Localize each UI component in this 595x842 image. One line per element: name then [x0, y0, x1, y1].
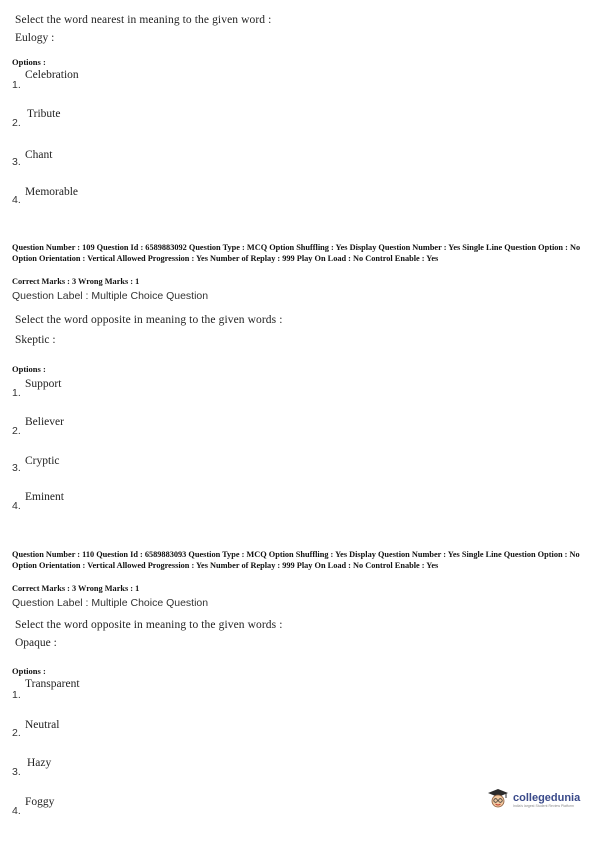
option-text: Neutral — [25, 719, 60, 731]
option-number: 4. — [12, 194, 21, 206]
question-metadata: Question Number : 109 Question Id : 6589883092 Question Type : MCQ Option Shuffling : Yes Display Question Number : Yes Single Line Question Option : No Option Orientation : Vertical Allowed Progression : Yes Number of Replay : 999 Play On Load : No Control Enable : Yes — [12, 243, 581, 263]
option-number: 3. — [12, 766, 21, 778]
question-word: Eulogy : — [15, 32, 55, 44]
option-text: Eminent — [25, 491, 64, 503]
option-text: Cryptic — [25, 455, 60, 467]
option-text: Support — [25, 378, 62, 390]
question-prompt: Select the word opposite in meaning to the given words : — [15, 619, 283, 631]
option-number: 3. — [12, 156, 21, 168]
option-text: Foggy — [25, 796, 55, 808]
option-text: Memorable — [25, 186, 79, 198]
options-heading: Options : — [12, 364, 46, 374]
question-label: Question Label : Multiple Choice Question — [12, 597, 209, 609]
option-text: Transparent — [25, 678, 80, 690]
option-number: 4. — [12, 805, 21, 817]
option-number: 1. — [12, 689, 21, 701]
brand-name: collegedunia — [513, 792, 581, 804]
option-text: Hazy — [27, 757, 52, 769]
question-prompt: Select the word nearest in meaning to the given word : — [15, 14, 272, 26]
option-number: 2. — [12, 727, 21, 739]
question-prompt: Select the word opposite in meaning to the given words : — [15, 314, 283, 326]
options-heading: Options : — [12, 666, 46, 676]
question-label: Question Label : Multiple Choice Question — [12, 290, 209, 302]
option-text: Celebration — [25, 69, 79, 81]
option-text: Tribute — [27, 108, 61, 120]
option-number: 2. — [12, 117, 21, 129]
question-metadata: Question Number : 110 Question Id : 6589883093 Question Type : MCQ Option Shuffling : Yes Display Question Number : Yes Single Line Question Option : No Option Orientation : Vertical Allowed Progression : Yes Number of Replay : 999 Play On Load : No Control Enable : Yes — [12, 550, 580, 570]
options-heading: Options : — [12, 57, 46, 67]
question-word: Skeptic : — [15, 334, 56, 346]
option-number: 1. — [12, 79, 21, 91]
question-marks: Correct Marks : 3 Wrong Marks : 1 — [12, 584, 140, 593]
collegedunia-logo — [487, 787, 580, 814]
option-number: 2. — [12, 425, 21, 437]
option-number: 1. — [12, 387, 21, 399]
option-number: 3. — [12, 462, 21, 474]
option-text: Believer — [25, 416, 64, 428]
brand-tagline: India's largest Student Review Platform — [513, 804, 574, 808]
question-word: Opaque : — [15, 637, 57, 649]
option-number: 4. — [12, 500, 21, 512]
option-text: Chant — [25, 149, 53, 161]
question-marks: Correct Marks : 3 Wrong Marks : 1 — [12, 277, 140, 286]
graduate-mascot-icon — [487, 787, 509, 814]
